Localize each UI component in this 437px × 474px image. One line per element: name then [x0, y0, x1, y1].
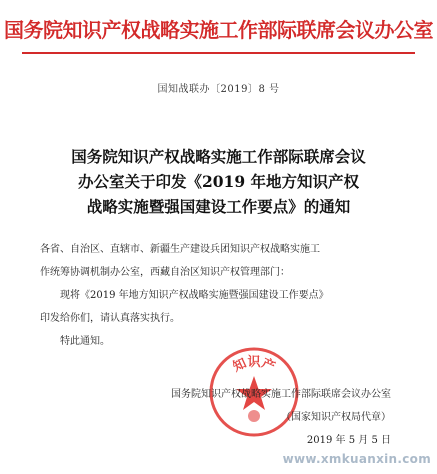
title-line-2: 办公室关于印发《2019 年地方知识产权	[77, 172, 360, 191]
document-title	[40, 144, 397, 219]
title-line-1: 国务院知识产权战略实施工作部际联席会议	[71, 147, 366, 166]
red-header-title: 国务院知识产权战略实施工作部际联席会议办公室	[4, 18, 433, 42]
paragraph-1-line-2: 印发给你们，请认真落实执行。	[40, 313, 180, 324]
site-watermark: www.xmkuanxin.com	[282, 452, 431, 466]
signature-org: 国务院知识产权战略实施工作部际联席会议办公室	[171, 389, 391, 400]
signature-block	[171, 383, 391, 452]
title-line-3: 战略实施暨强国建设工作要点》的通知	[86, 197, 351, 216]
recipients-line-2: 作统筹协调机制办公室，西藏自治区知识产权管理部门：	[40, 267, 290, 278]
seal-text: 知识产	[230, 355, 278, 376]
recipients-line-1: 各省、自治区、直辖市、新疆生产建设兵团知识产权战略实施工	[40, 244, 320, 255]
signature-date: 2019 年 5 月 5 日	[306, 435, 391, 446]
closing-line: 特此通知。	[60, 336, 110, 347]
signature-note: （国家知识产权局代章）	[281, 412, 391, 423]
svg-text:知识产	[230, 354, 277, 375]
document-body	[40, 238, 403, 353]
paragraph-1-line-1: 现将《2019 年地方知识产权战略实施暨强国建设工作要点》	[60, 290, 329, 301]
document-number: 国知战联办〔2019〕8 号	[157, 84, 280, 95]
header-divider	[22, 52, 415, 54]
